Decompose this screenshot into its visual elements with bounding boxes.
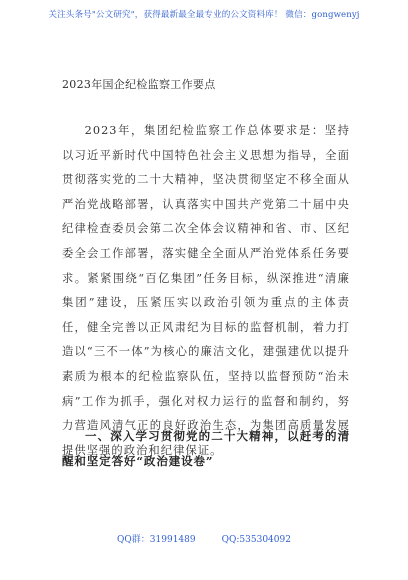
footer-qq-number: QQ:535304092 xyxy=(221,535,291,545)
footer xyxy=(0,532,408,545)
body-paragraph: 2023年，集团纪检监察工作总体要求是：坚持以习近平新时代中国特色社会主义思想为指导，全面贯彻落实党的二十大精神，坚决贯彻坚定不移全面从严治党战略部署，认真落实中国共产党第二十届中央纪律检查委员会第二次全体会议精神和省、市、区纪委全会工作部署，落实健全全面从严治党体系任务要求。紧紧围绕“百亿集团”任务目标，纵深推进“清廉集团”建设，压紧压实以政治引领为重点的主体责任，健全完善以正风肃纪为目标的监督机制，着力打造以“三不一体”为核心的廉洁文化，建强建优以提升素质为根本的纪检监察队伍，坚持以监督预防“治未病”工作为抓手，强化对权力运行的监督和制约，努力营造风清气正的良好政治生态，为集团高质量发展提供坚强的政治和纪律保证。 xyxy=(62,124,350,457)
document-title: 2023年国企纪检监察工作要点 xyxy=(62,78,216,91)
header-notice: 关注头条号"公文研究"，获得最新最全最专业的公文资料库！ 微信：gongwenyj xyxy=(48,10,360,20)
footer-qq-group: QQ群：31991489 xyxy=(117,535,196,545)
section-heading: 一、深入学习贯彻党的二十大精神，以赶考的清醒和坚定答好“政治建设卷” xyxy=(62,429,350,468)
